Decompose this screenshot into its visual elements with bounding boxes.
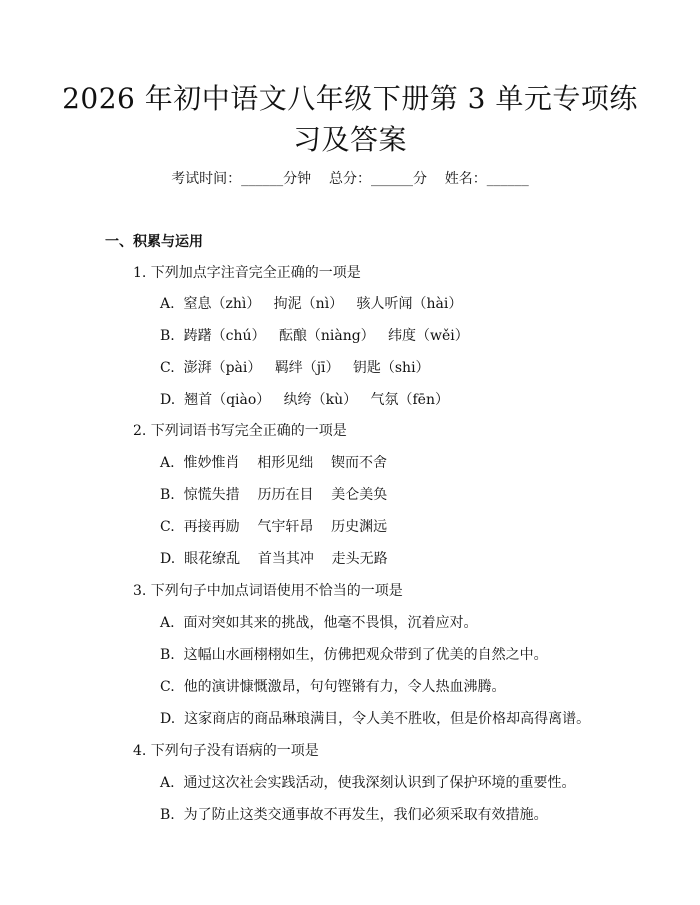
question-2-stem: 2. 下列词语书写完全正确的一项是 [133,423,347,439]
question-1-option-a: A. 窒息（zhì） 拘泥（nì） 骇人听闻（hài） [160,296,463,312]
question-3-stem: 3. 下列句子中加点词语使用不恰当的一项是 [133,583,403,599]
question-2-option-c: C. 再接再励 气宇轩昂 历史渊远 [160,519,388,535]
question-3-option-a: A. 面对突如其来的挑战，他毫不畏惧，沉着应对。 [160,615,478,631]
question-2-option-a: A. 惟妙惟肖 相形见绌 锲而不舍 [160,455,388,471]
document-title: 2026 年初中语文八年级下册第 3 单元专项练习及答案 [62,82,638,156]
exam-info-line: 考试时间：______分钟 总分：______分 姓名：______ [171,171,529,187]
question-2-option-d: D. 眼花缭乱 首当其冲 走头无路 [160,551,388,567]
question-1-option-b: B. 踌躇（chú） 酝酿（niàng） 纬度（wěi） [160,328,469,344]
question-3-option-b: B. 这幅山水画栩栩如生，仿佛把观众带到了优美的自然之中。 [160,647,548,663]
question-3-option-c: C. 他的演讲慷慨激昂，句句铿锵有力，令人热血沸腾。 [160,679,506,695]
question-4-stem: 4. 下列句子没有语病的一项是 [133,743,319,759]
question-3-option-d: D. 这家商店的商品琳琅满目，令人美不胜收，但是价格却高得离谱。 [160,711,591,727]
question-1-stem: 1. 下列加点字注音完全正确的一项是 [133,265,361,281]
question-4-option-a: A. 通过这次社会实践活动，使我深刻认识到了保护环境的重要性。 [160,775,576,791]
question-1-option-c: C. 澎湃（pài） 羁绊（jī） 钥匙（shi） [160,360,430,376]
question-2-option-b: B. 惊慌失措 历历在目 美仑美奂 [160,487,388,503]
question-1-option-d: D. 翘首（qiào） 纨绔（kù） 气氛（fēn） [160,392,449,408]
section-heading: 一、积累与运用 [105,234,203,250]
question-4-option-b: B. 为了防止这类交通事故不再发生，我们必须采取有效措施。 [160,807,548,823]
